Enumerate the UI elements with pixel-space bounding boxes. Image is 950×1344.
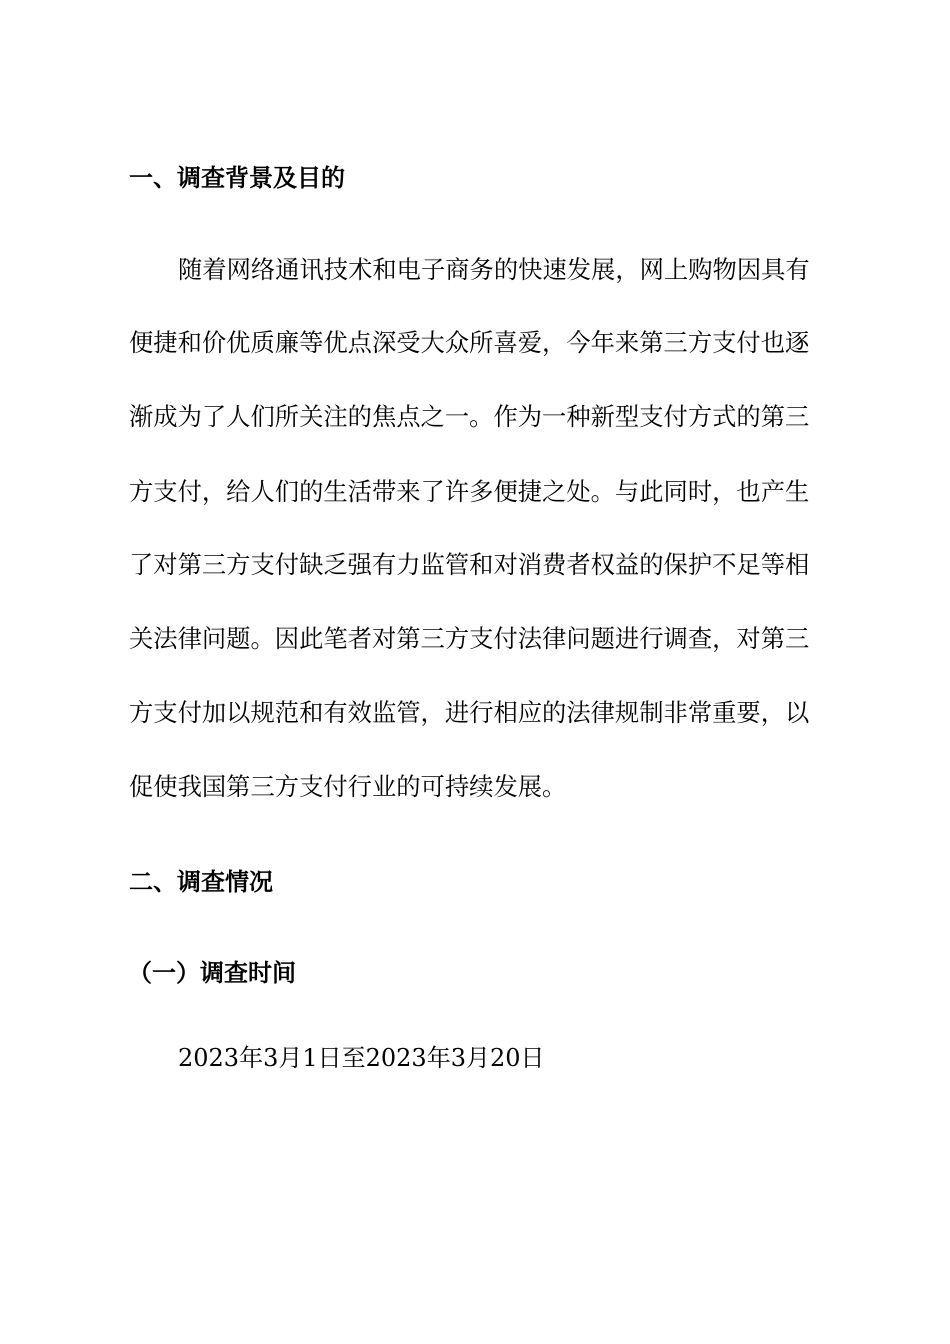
section-heading-survey: 二、调查情况: [129, 868, 273, 896]
paragraph-line: 随着网络通讯技术和电子商务的快速发展，网上购物因具有: [178, 255, 810, 284]
subsection-heading-survey-time: （一）调查时间: [128, 959, 296, 987]
paragraph-line: 促使我国第三方支付行业的可持续发展。: [129, 772, 567, 801]
paragraph-line: 方支付，给人们的生活带来了许多便捷之处。与此同时，也产生: [129, 477, 810, 506]
paragraph-line: 了对第三方支付缺乏强有力监管和对消费者权益的保护不足等相: [129, 550, 810, 579]
section-heading-background: 一、调查背景及目的: [129, 164, 345, 192]
paragraph-line: 方支付加以规范和有效监管，进行相应的法律规制非常重要，以: [129, 698, 810, 727]
paragraph-line: 关法律问题。因此笔者对第三方支付法律问题进行调查，对第三: [129, 624, 810, 653]
paragraph-line: 渐成为了人们所关注的焦点之一。作为一种新型支付方式的第三: [129, 402, 810, 431]
survey-time-text: 2023年3月1日至2023年3月20日: [178, 1044, 545, 1072]
paragraph-line: 便捷和价优质廉等优点深受大众所喜爱，今年来第三方支付也逐: [129, 328, 810, 357]
